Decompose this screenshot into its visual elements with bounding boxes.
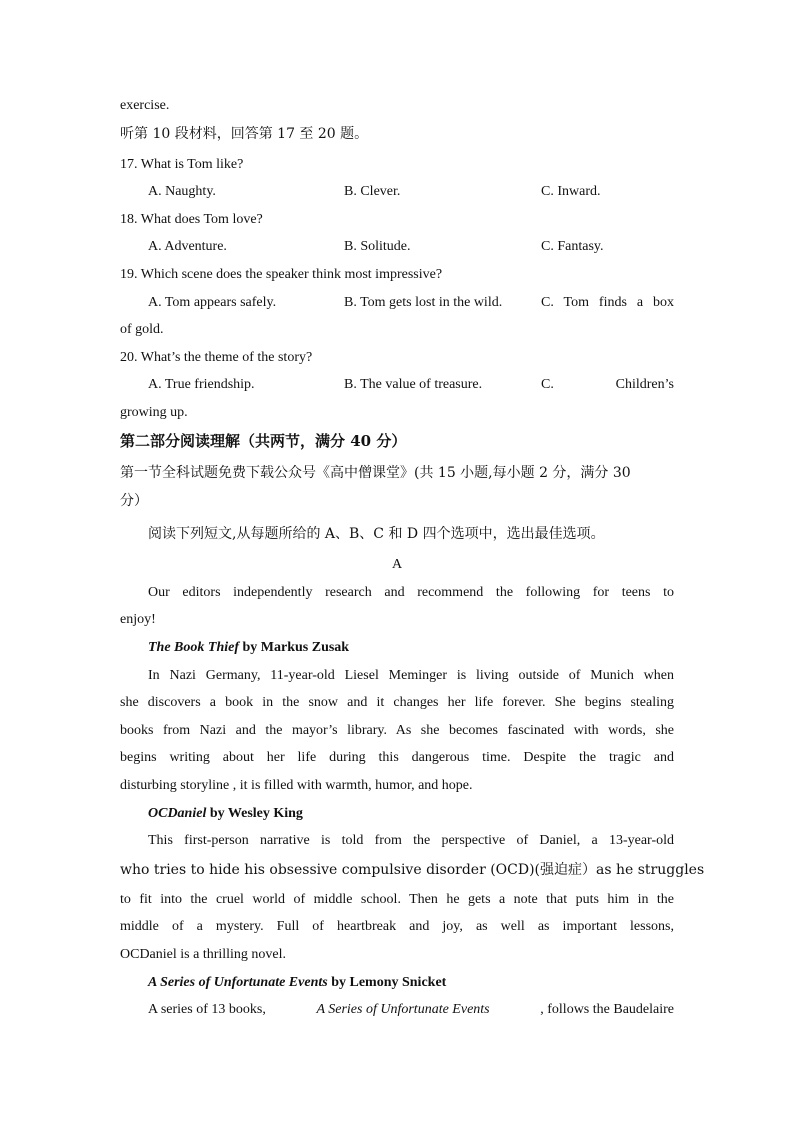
book-desc-line: This first-person narrative is told from the perspective of Daniel, a 13-year-old [148,833,674,848]
book-title: A Series of Unfortunate Events [148,975,328,990]
question-text: Which scene does the speaker think most impressive? [140,267,443,282]
book-desc-line: In Nazi Germany, 11-year-old Liesel Meminger is living outside of Munich when [148,668,674,683]
question-number: 17. [120,157,138,172]
question-number: 18. [120,212,138,227]
passage-intro-cont: enjoy! [120,612,156,627]
question-19-options [148,293,674,313]
reading-instruction: 阅读下列短文,从每题所给的 A、B、C 和 D 四个选项中，选出最佳选项。 [148,526,605,542]
listening-instruction: 听第 10 段材料，回答第 17 至 20 题。 [120,126,369,142]
passage-intro: Our editors independently research and recommend the following for teens to [148,585,674,600]
question-text: What’s the theme of the story? [140,350,313,365]
book-desc-line: begins writing about her life during this dangerous time. Despite the tragic and [120,750,674,765]
book-desc-line: she discovers a book in the snow and it changes her life forever. She begins stealing [120,695,674,710]
option-c: C. Fantasy. [541,239,604,254]
option-b: B. Tom gets lost in the wild. [344,295,503,310]
option-b: B. Solitude. [344,239,411,254]
option-c: C. [541,377,554,392]
option-a: A. Naughty. [148,184,216,199]
question-18-options [148,237,674,257]
book-desc-line: books from Nazi and the mayor’s library. As she becomes fascinated with words, she [120,723,674,738]
option-c: C. Tom finds a box [541,295,674,310]
book-title-row [148,804,674,824]
question-20 [120,348,674,368]
question-20-options [148,375,674,395]
book-title-row [148,638,674,658]
book-title: OCDaniel [148,806,207,821]
book-author: by Markus Zusak [239,640,350,655]
section-heading-cont: 分） [120,493,148,509]
book-desc-line [148,1000,674,1020]
question-text: What is Tom like? [140,157,244,172]
desc-pre: A series of 13 books, [148,1002,266,1017]
book-desc-line: disturbing storyline , it is filled with warmth, humor, and hope. [120,778,473,793]
option-a: A. Tom appears safely. [148,295,277,310]
question-number: 19. [120,267,138,282]
question-17 [120,155,674,175]
option-c-continuation: growing up. [120,405,188,420]
option-c-word: Children’s [615,377,674,392]
question-18 [120,210,674,230]
question-19 [120,265,674,285]
book-title: The Book Thief [148,640,239,655]
option-c-continuation: of gold. [120,322,164,337]
desc-post: , follows the Baudelaire [540,1002,674,1017]
book-author: by Wesley King [206,806,303,821]
book-desc-line: to fit into the cruel world of middle school. Then he gets a note that puts him in the [120,892,674,907]
question-number: 20. [120,350,138,365]
desc-title-italic: A Series of Unfortunate Events [316,1002,490,1017]
option-b: B. The value of treasure. [344,377,483,392]
book-desc-line: who tries to hide his obsessive compulsive disorder (OCD)(强迫症）as he struggles [120,862,705,878]
question-text: What does Tom love? [140,212,263,227]
continuation-text: exercise. [120,98,170,113]
option-c: C. Inward. [541,184,601,199]
option-a: A. True friendship. [148,377,255,392]
question-17-options [148,182,674,202]
book-author: by Lemony Snicket [327,975,447,990]
option-b: B. Clever. [344,184,401,199]
book-title-row [148,973,674,993]
passage-label: A [391,557,403,572]
book-desc-line: middle of a mystery. Full of heartbreak and joy, as well as important lessons, [120,919,674,934]
book-desc-line: OCDaniel is a thrilling novel. [120,947,287,962]
part-heading: 第二部分阅读理解（共两节，满分 40 分） [120,432,407,450]
section-heading: 第一节全科试题免费下载公众号《高中僧课堂》(共 15 小题,每小题 2 分，满分 30 [120,465,631,481]
option-a: A. Adventure. [148,239,227,254]
